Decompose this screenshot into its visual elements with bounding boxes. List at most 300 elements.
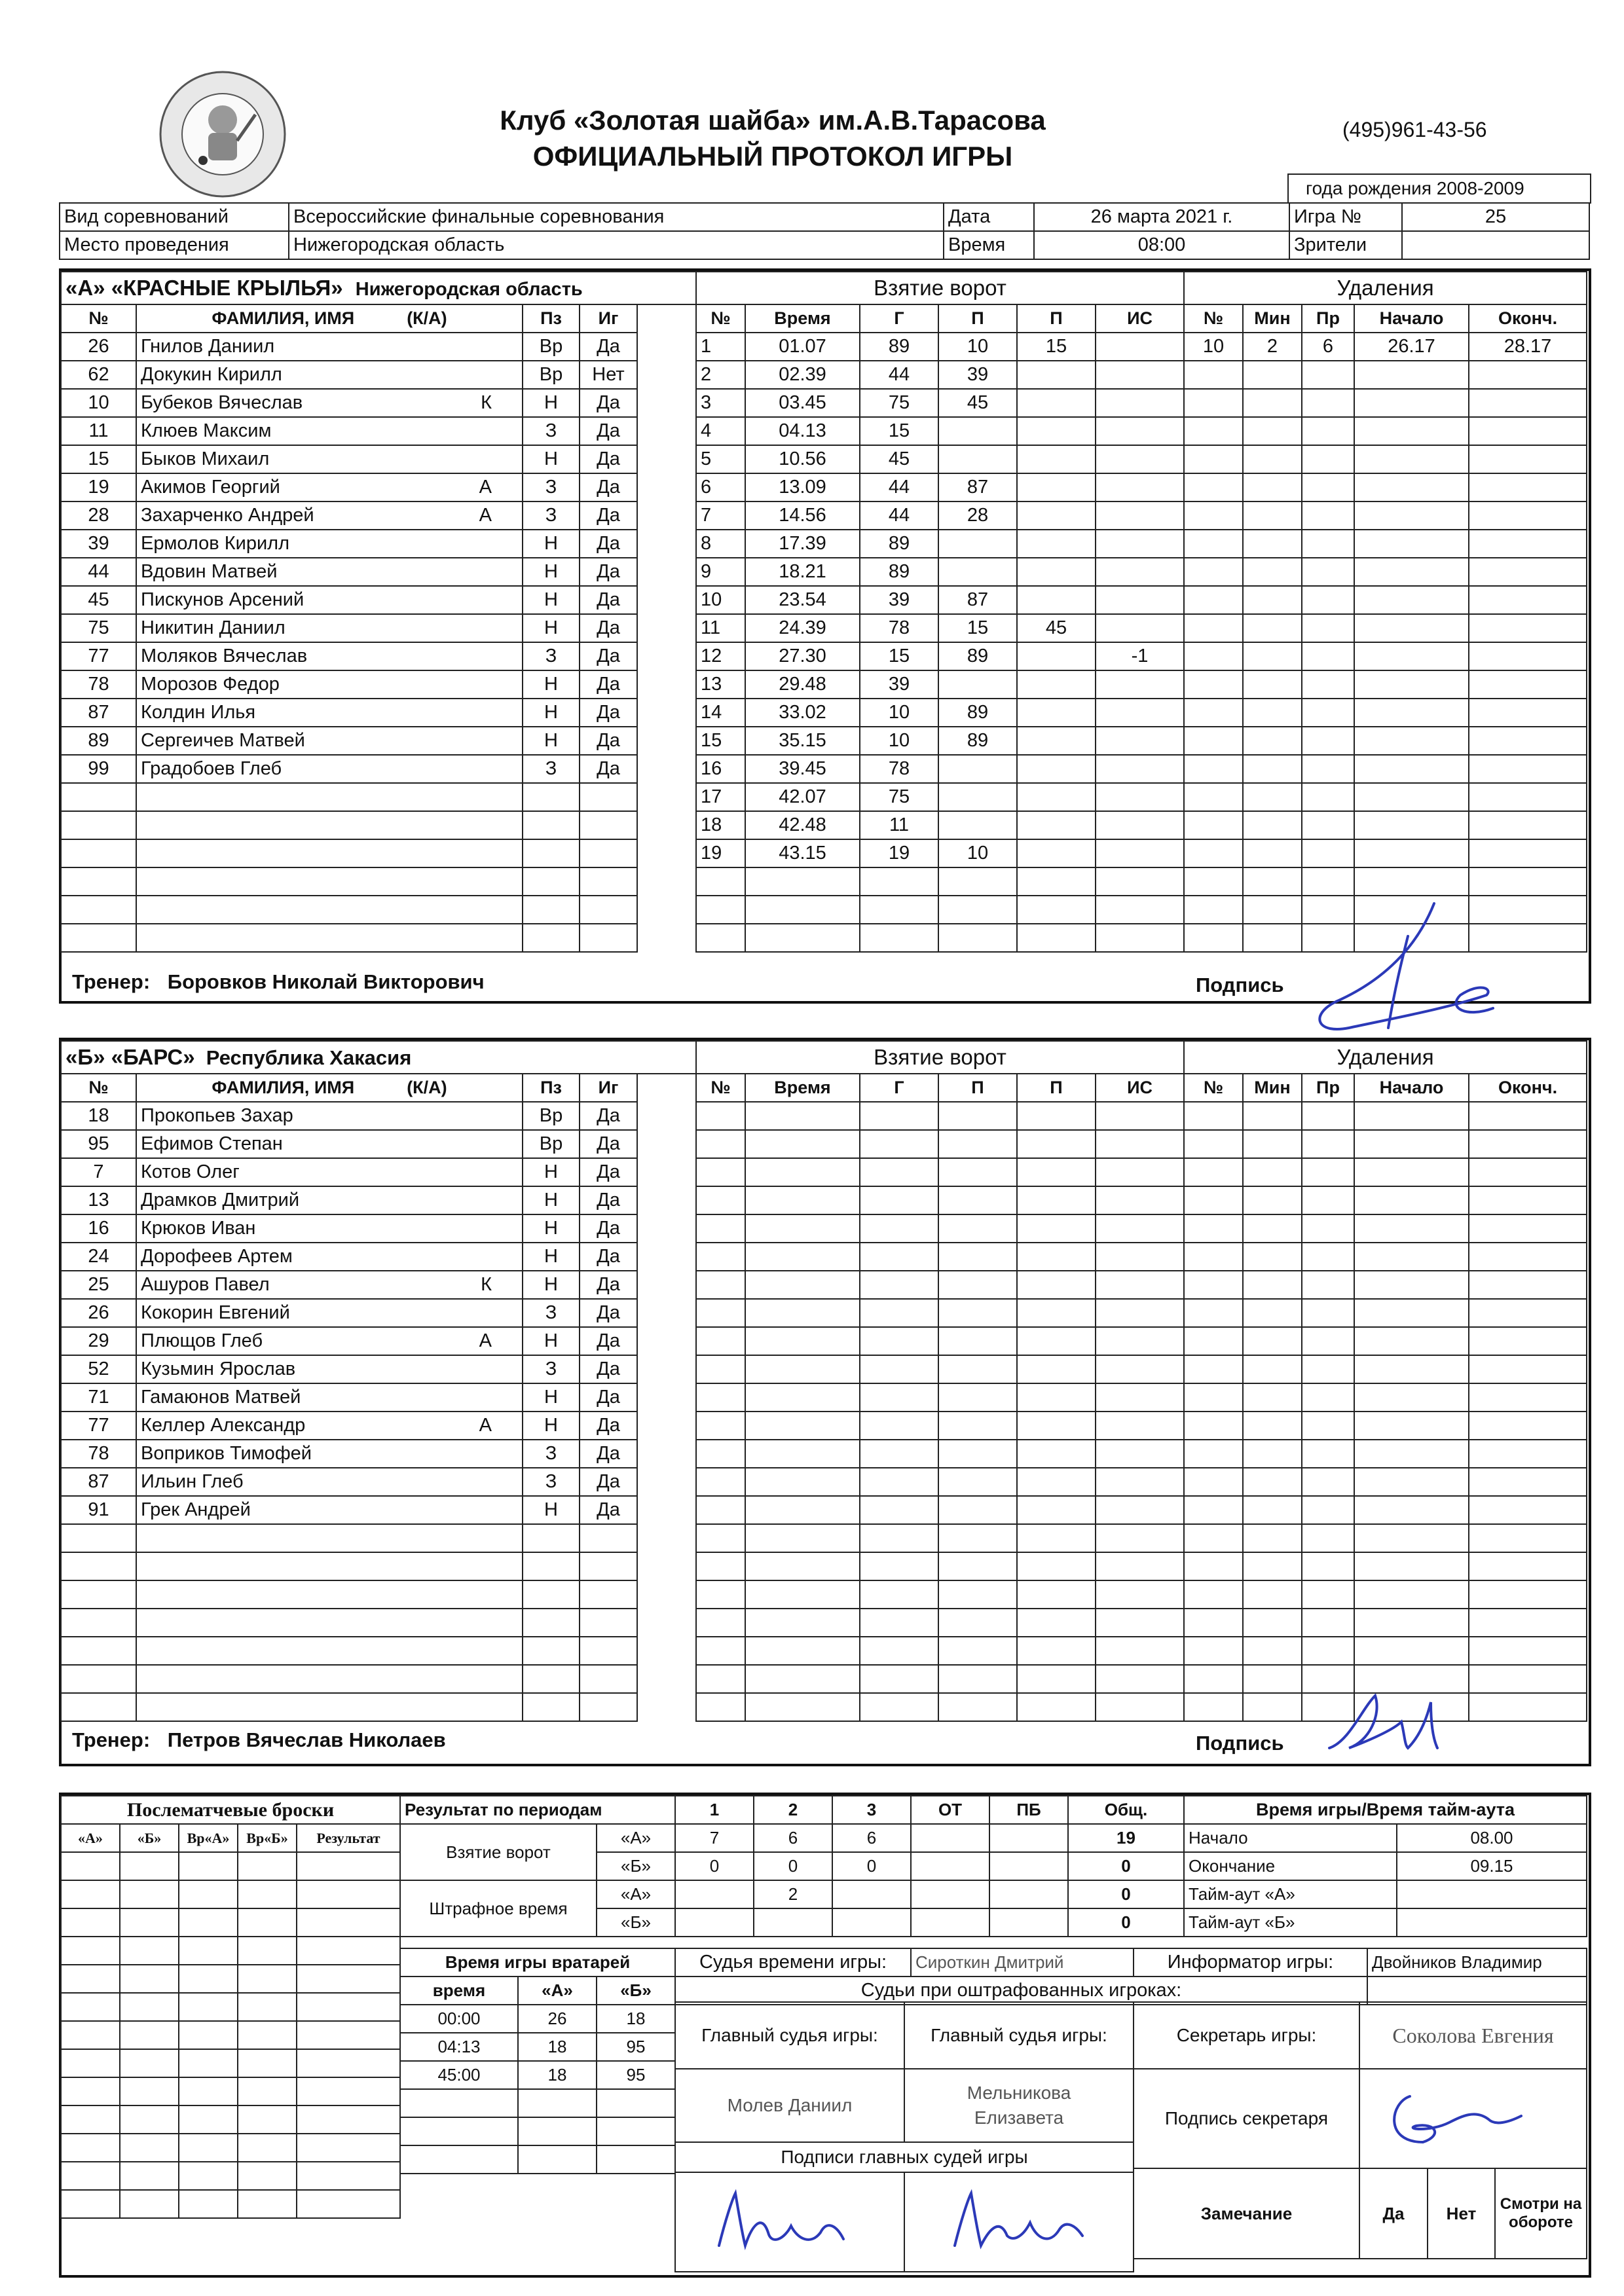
goal-situation — [1096, 1243, 1184, 1271]
goal-time — [745, 1299, 860, 1327]
club-logo — [157, 69, 288, 200]
goals-col-p1: П — [938, 1074, 1017, 1102]
table-row — [61, 1102, 696, 1130]
player-played: Да — [580, 501, 637, 530]
goal-situation — [1096, 839, 1184, 867]
shootout-cell — [179, 2077, 238, 2105]
shootouts-col-3: Вр«Б» — [238, 1824, 297, 1852]
pen-col-num: № — [1184, 304, 1243, 333]
player-captain-mark: К — [481, 392, 492, 413]
goal-row — [696, 1327, 1184, 1355]
penalty-end — [1469, 1665, 1587, 1693]
penalty-reason — [1302, 1186, 1354, 1214]
goal-assist-2 — [1017, 1130, 1096, 1158]
penalty-row — [1184, 1412, 1587, 1440]
pen-col-start: Начало — [1354, 1074, 1469, 1102]
team-b-penalties — [1183, 1040, 1587, 1722]
player-name — [136, 642, 523, 670]
referee2-name: Мельникова Елизавета — [904, 2069, 1134, 2142]
penalty-reason — [1302, 473, 1354, 501]
goal-assist-1 — [938, 445, 1017, 473]
player-played — [580, 1524, 637, 1552]
goal-scorer — [860, 867, 938, 896]
penalty-start — [1354, 727, 1469, 755]
player-played: Да — [580, 614, 637, 642]
pen-col-end: Оконч. — [1469, 304, 1587, 333]
penalty-start — [1354, 1440, 1469, 1468]
penalty-player — [1184, 473, 1243, 501]
goal-assist-2: 45 — [1017, 614, 1096, 642]
see-back-note: Смотри на обороте — [1495, 2168, 1587, 2259]
player-number: 78 — [61, 1440, 136, 1468]
goal-assist-1: 39 — [938, 361, 1017, 389]
goal-assist-1 — [938, 1468, 1017, 1496]
player-number: 18 — [61, 1102, 136, 1130]
penalty-row — [1184, 445, 1587, 473]
secretary-signature-label: Подпись секретаря — [1134, 2069, 1359, 2168]
goal-assist-1 — [938, 1102, 1017, 1130]
shootout-cell — [297, 1908, 400, 1937]
penalty-minutes — [1243, 1665, 1302, 1693]
penalty-start — [1354, 1102, 1469, 1130]
date-value: 26 марта 2021 г. — [1034, 203, 1289, 231]
goals-title: Взятие ворот — [696, 1041, 1184, 1074]
player-name — [136, 896, 523, 924]
penalty-judges-label: Судьи при оштрафованных игроках: — [675, 1977, 1367, 2005]
penalty-end — [1469, 1158, 1587, 1186]
penalty-player — [1184, 1130, 1243, 1158]
penalty-start — [1354, 614, 1469, 642]
goal-number — [696, 1383, 745, 1412]
goal-assist-1 — [938, 1271, 1017, 1299]
goal-row — [696, 642, 1184, 670]
goal-situation — [1096, 361, 1184, 389]
goals-b-ot — [911, 1852, 989, 1880]
penalty-start — [1354, 558, 1469, 586]
goal-scorer — [860, 1665, 938, 1693]
date-label: Дата — [944, 203, 1034, 231]
period-2-header: 2 — [754, 1796, 832, 1824]
penalty-player — [1184, 361, 1243, 389]
player-position: Н — [523, 1214, 580, 1243]
shootouts-col-2: Вр«А» — [179, 1824, 238, 1852]
penalty-start — [1354, 473, 1469, 501]
goal-situation — [1096, 1440, 1184, 1468]
player-played — [580, 1609, 637, 1637]
goal-row — [696, 333, 1184, 361]
team-a-coach — [72, 970, 485, 994]
player-played — [580, 1552, 637, 1580]
player-number: 25 — [61, 1271, 136, 1299]
player-number: 71 — [61, 1383, 136, 1412]
penalty-row — [1184, 1102, 1587, 1130]
coach-label: Тренер: — [72, 1728, 151, 1751]
player-name-text: Ильин Глеб — [141, 1471, 244, 1492]
player-number — [61, 1552, 136, 1580]
shootout-row — [61, 1908, 400, 1937]
table-row — [61, 1693, 696, 1721]
period-total-header: Общ. — [1068, 1796, 1184, 1824]
goal-situation — [1096, 1524, 1184, 1552]
goal-assist-2 — [1017, 417, 1096, 445]
penalty-player — [1184, 1186, 1243, 1214]
penalty-row — [1184, 1271, 1587, 1299]
player-position: З — [523, 755, 580, 783]
penalty-minutes — [1243, 811, 1302, 839]
goal-scorer — [860, 1186, 938, 1214]
player-played: Да — [580, 1186, 637, 1214]
table-row — [61, 361, 696, 389]
penalties-title: Удаления — [1184, 1041, 1587, 1074]
player-number: 28 — [61, 501, 136, 530]
penalty-reason — [1302, 361, 1354, 389]
goal-row — [696, 783, 1184, 811]
penalty-reason — [1302, 1214, 1354, 1243]
goal-row — [696, 1355, 1184, 1383]
penalty-player — [1184, 501, 1243, 530]
goalie-row-a: 18 — [518, 2033, 597, 2061]
goal-time — [745, 896, 860, 924]
player-position: Н — [523, 1271, 580, 1299]
table-row — [61, 1524, 696, 1552]
table-row — [61, 558, 696, 586]
penalty-minutes — [1243, 699, 1302, 727]
shootout-cell — [61, 1908, 120, 1937]
goal-time — [745, 1552, 860, 1580]
penalty-minutes — [1243, 867, 1302, 896]
penalty-minutes — [1243, 1214, 1302, 1243]
penalty-end — [1469, 1214, 1587, 1243]
penalty-minutes: 2 — [1243, 333, 1302, 361]
table-row — [61, 642, 696, 670]
goalies-title: Время игры вратарей — [400, 1948, 675, 1977]
team-b-title: «Б» «БАРС» — [65, 1045, 195, 1069]
goalie-row-b: 95 — [597, 2061, 675, 2089]
penalty-reason — [1302, 755, 1354, 783]
penalty-row — [1184, 839, 1587, 867]
remark-no[interactable]: Нет — [1428, 2168, 1495, 2259]
goal-time — [745, 1186, 860, 1214]
penalty-end — [1469, 1637, 1587, 1665]
penalty-player — [1184, 389, 1243, 417]
player-position — [523, 1580, 580, 1609]
goal-situation — [1096, 530, 1184, 558]
goal-scorer: 75 — [860, 389, 938, 417]
goal-number: 2 — [696, 361, 745, 389]
player-number: 91 — [61, 1496, 136, 1524]
team-a-signature-label: Подпись — [1196, 974, 1284, 996]
period-1-header: 1 — [675, 1796, 754, 1824]
goal-assist-1 — [938, 1524, 1017, 1552]
table-row — [61, 1130, 696, 1158]
player-played — [580, 1665, 637, 1693]
penalty-row — [1184, 1214, 1587, 1243]
goal-number — [696, 1665, 745, 1693]
goal-situation — [1096, 727, 1184, 755]
penalty-player — [1184, 417, 1243, 445]
table-row — [61, 755, 696, 783]
shootout-cell — [61, 1965, 120, 1993]
goals-col-num: № — [696, 1074, 745, 1102]
player-name — [136, 924, 523, 952]
penalty-minutes — [1243, 727, 1302, 755]
penalty-minutes — [1243, 924, 1302, 952]
goal-row — [696, 1552, 1184, 1580]
penalty-minutes — [1243, 783, 1302, 811]
penalty-player — [1184, 642, 1243, 670]
player-number: 89 — [61, 727, 136, 755]
goal-row — [696, 867, 1184, 896]
shootout-row — [61, 2105, 400, 2134]
player-name — [136, 1693, 523, 1721]
penalty-start — [1354, 1609, 1469, 1637]
player-name-text: Ермолов Кирилл — [141, 533, 290, 554]
player-position: Н — [523, 530, 580, 558]
penalty-row — [1184, 699, 1587, 727]
player-name — [136, 1496, 523, 1524]
pen-col-min: Мин — [1243, 304, 1302, 333]
penalty-end — [1469, 1243, 1587, 1271]
penalty-player — [1184, 839, 1243, 867]
goal-assist-1 — [938, 530, 1017, 558]
shootout-cell — [179, 1880, 238, 1908]
shootout-cell — [61, 2134, 120, 2162]
penalty-minutes — [1243, 1130, 1302, 1158]
goal-situation — [1096, 755, 1184, 783]
penalty-end — [1469, 867, 1587, 896]
pim-b-p1 — [675, 1908, 754, 1937]
penalty-minutes — [1243, 755, 1302, 783]
player-number: 7 — [61, 1158, 136, 1186]
player-played: Да — [580, 1299, 637, 1327]
period-ot-header: ОТ — [911, 1796, 989, 1824]
goal-assist-2 — [1017, 1271, 1096, 1299]
goal-row — [696, 1186, 1184, 1214]
penalty-row — [1184, 333, 1587, 361]
player-name-text: Грек Андрей — [141, 1499, 251, 1520]
player-number: 78 — [61, 670, 136, 699]
shootout-cell — [297, 2049, 400, 2077]
goal-number — [696, 1468, 745, 1496]
goal-assist-2 — [1017, 642, 1096, 670]
goals-b-p2: 0 — [754, 1852, 832, 1880]
goal-assist-1 — [938, 755, 1017, 783]
player-number: 95 — [61, 1130, 136, 1158]
table-row — [61, 1186, 696, 1214]
player-name — [136, 417, 523, 445]
player-captain-mark: А — [479, 505, 492, 526]
player-position: Н — [523, 1496, 580, 1524]
player-number: 13 — [61, 1186, 136, 1214]
player-name — [136, 361, 523, 389]
goal-number: 11 — [696, 614, 745, 642]
player-name-text: Быков Михаил — [141, 448, 270, 469]
penalty-start — [1354, 1552, 1469, 1580]
penalty-player — [1184, 1665, 1243, 1693]
team-b-mark: «Б» — [597, 1852, 675, 1880]
goal-row — [696, 670, 1184, 699]
goal-scorer — [860, 1130, 938, 1158]
goal-time: 33.02 — [745, 699, 860, 727]
penalty-minutes — [1243, 586, 1302, 614]
shootout-cell — [61, 1852, 120, 1880]
penalty-start — [1354, 1383, 1469, 1412]
goal-situation — [1096, 1271, 1184, 1299]
penalty-minutes — [1243, 614, 1302, 642]
penalty-minutes — [1243, 1440, 1302, 1468]
info-table — [59, 202, 1590, 260]
goal-time — [745, 1665, 860, 1693]
table-row — [61, 1609, 696, 1637]
goal-scorer: 44 — [860, 473, 938, 501]
penalty-end — [1469, 811, 1587, 839]
player-played: Да — [580, 670, 637, 699]
player-position: Н — [523, 1327, 580, 1355]
penalty-minutes — [1243, 1412, 1302, 1440]
goal-time — [745, 1609, 860, 1637]
goal-assist-2 — [1017, 839, 1096, 867]
goal-number — [696, 1355, 745, 1383]
penalty-reason — [1302, 867, 1354, 896]
player-number: 44 — [61, 558, 136, 586]
goal-situation — [1096, 501, 1184, 530]
player-name — [136, 755, 523, 783]
goal-assist-1 — [938, 1327, 1017, 1355]
penalty-start — [1354, 1158, 1469, 1186]
penalty-start — [1354, 445, 1469, 473]
goal-scorer — [860, 1524, 938, 1552]
goal-situation — [1096, 1693, 1184, 1721]
shootout-cell — [120, 1908, 179, 1937]
team-a-goals — [695, 271, 1185, 953]
game-value: 25 — [1402, 203, 1589, 231]
goal-row — [696, 1158, 1184, 1186]
goal-scorer: 78 — [860, 614, 938, 642]
goal-situation — [1096, 1412, 1184, 1440]
goal-time — [745, 1214, 860, 1243]
penalty-player — [1184, 699, 1243, 727]
penalty-reason — [1302, 1243, 1354, 1271]
player-name — [136, 1665, 523, 1693]
goal-row — [696, 473, 1184, 501]
player-played: Да — [580, 473, 637, 501]
player-position — [523, 839, 580, 867]
goal-number — [696, 867, 745, 896]
goal-time: 24.39 — [745, 614, 860, 642]
goal-row — [696, 924, 1184, 952]
player-name-text: Колдин Илья — [141, 702, 256, 723]
shootout-cell — [297, 2162, 400, 2190]
player-played: Да — [580, 1243, 637, 1271]
player-name-text: Моляков Вячеслав — [141, 646, 308, 666]
shootout-row — [61, 1937, 400, 1965]
table-row — [61, 1665, 696, 1693]
penalty-player — [1184, 614, 1243, 642]
player-captain-mark: А — [479, 1415, 492, 1436]
goal-time: 27.30 — [745, 642, 860, 670]
goal-number — [696, 1580, 745, 1609]
goal-situation — [1096, 417, 1184, 445]
pim-b-pb — [989, 1908, 1068, 1937]
goal-scorer: 89 — [860, 333, 938, 361]
goal-assist-1 — [938, 670, 1017, 699]
player-played: Да — [580, 586, 637, 614]
player-played — [580, 1693, 637, 1721]
player-played: Да — [580, 1158, 637, 1186]
goal-scorer — [860, 1637, 938, 1665]
penalty-end — [1469, 1496, 1587, 1524]
goals-col-g: Г — [860, 304, 938, 333]
goals-b-pb — [989, 1852, 1068, 1880]
goal-time — [745, 1524, 860, 1552]
player-name — [136, 1271, 523, 1299]
player-name — [136, 1102, 523, 1130]
goal-situation — [1096, 670, 1184, 699]
col-ig: Иг — [580, 1074, 637, 1102]
penalty-reason — [1302, 1355, 1354, 1383]
penalty-reason — [1302, 1552, 1354, 1580]
goal-time — [745, 1327, 860, 1355]
goal-situation — [1096, 1609, 1184, 1637]
penalty-end — [1469, 727, 1587, 755]
player-number: 77 — [61, 642, 136, 670]
player-position — [523, 1524, 580, 1552]
shootout-cell — [238, 1852, 297, 1880]
goal-row — [696, 1580, 1184, 1609]
player-played: Да — [580, 755, 637, 783]
goal-assist-1 — [938, 1637, 1017, 1665]
goal-situation — [1096, 1468, 1184, 1496]
player-position — [523, 1665, 580, 1693]
penalty-end: 28.17 — [1469, 333, 1587, 361]
remark-yes[interactable]: Да — [1359, 2168, 1428, 2259]
goal-number — [696, 896, 745, 924]
goal-row — [696, 1299, 1184, 1327]
penalty-row — [1184, 1130, 1587, 1158]
goal-number — [696, 1102, 745, 1130]
col-name: ФАМИЛИЯ, ИМЯ (К/А) — [136, 1074, 523, 1102]
referee2-signature — [904, 2172, 1134, 2272]
penalty-minutes — [1243, 361, 1302, 389]
goals-a-ot — [911, 1824, 989, 1852]
penalty-reason — [1302, 501, 1354, 530]
team-b-roster — [60, 1040, 697, 1722]
goal-assist-1: 89 — [938, 727, 1017, 755]
shootout-cell — [120, 2190, 179, 2218]
goal-scorer: 11 — [860, 811, 938, 839]
player-played: Да — [580, 530, 637, 558]
table-row — [61, 727, 696, 755]
shootout-cell — [120, 1937, 179, 1965]
penalty-player — [1184, 1102, 1243, 1130]
penalty-player — [1184, 896, 1243, 924]
shootout-cell — [61, 2049, 120, 2077]
page-title: Клуб «Золотая шайба» им.А.В.Тарасова — [500, 105, 1046, 136]
player-number — [61, 924, 136, 952]
penalty-reason — [1302, 1130, 1354, 1158]
team-a-roster — [60, 271, 697, 953]
penalty-player — [1184, 1271, 1243, 1299]
goal-time: 42.48 — [745, 811, 860, 839]
penalty-minutes — [1243, 1609, 1302, 1637]
goal-row — [696, 1214, 1184, 1243]
goal-number — [696, 1130, 745, 1158]
goals-row-label: Взятие ворот — [400, 1824, 597, 1880]
shootout-cell — [297, 1965, 400, 1993]
team-a-penalties — [1183, 271, 1587, 953]
goal-scorer: 10 — [860, 699, 938, 727]
penalty-reason — [1302, 586, 1354, 614]
